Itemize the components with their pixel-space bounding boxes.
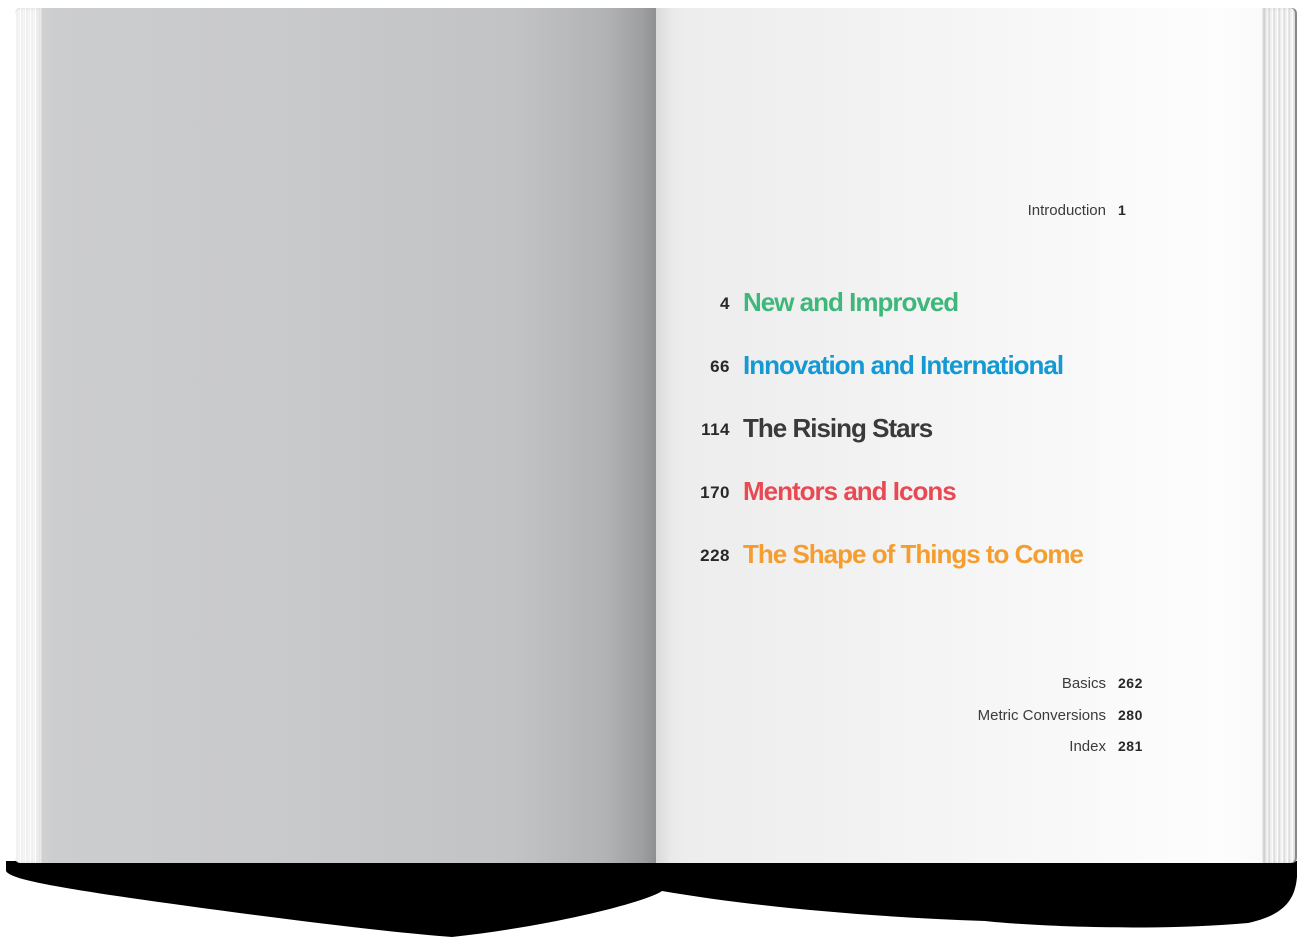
back-matter-row: [978, 668, 1150, 700]
back-matter-page-number: 280: [1118, 706, 1143, 723]
back-matter-list: [978, 668, 1150, 763]
chapter-title: The Rising Stars: [743, 412, 933, 443]
right-page-contents: [656, 8, 1297, 863]
left-page-blank: [15, 8, 656, 863]
chapter-page-number: 114: [701, 419, 730, 439]
back-matter-row: [978, 700, 1150, 732]
back-matter-label: Metric Conversions: [977, 706, 1106, 724]
intro-label: Introduction: [1027, 202, 1106, 219]
chapter-page-number: 66: [710, 356, 730, 376]
chapter-row: [656, 396, 1297, 459]
chapter-title: Innovation and International: [743, 349, 1064, 380]
page-edges-left: [15, 8, 42, 863]
chapter-row: [656, 459, 1297, 522]
chapter-row: [656, 270, 1297, 333]
chapter-title: The Shape of Things to Come: [743, 538, 1083, 569]
chapter-list: [656, 270, 1297, 585]
chapter-page-number: 170: [700, 482, 730, 502]
chapter-row: [656, 333, 1297, 396]
back-matter-page-number: 281: [1118, 738, 1143, 754]
intro-page-number: 1: [1118, 202, 1127, 218]
back-matter-label: Index: [1069, 738, 1106, 755]
chapter-row: [656, 522, 1297, 585]
book-shadow: [0, 855, 1304, 948]
back-matter-label: Basics: [1061, 675, 1106, 692]
back-matter-page-number: 262: [1118, 675, 1143, 691]
open-book: [15, 8, 1297, 863]
back-matter-row: [978, 731, 1150, 763]
chapter-page-number: 4: [720, 293, 730, 313]
chapter-title: New and Improved: [743, 286, 959, 317]
page-edges-right: [1262, 8, 1297, 863]
toc-intro-row: [1028, 200, 1150, 221]
chapter-page-number: 228: [700, 545, 730, 565]
chapter-title: Mentors and Icons: [743, 475, 956, 506]
